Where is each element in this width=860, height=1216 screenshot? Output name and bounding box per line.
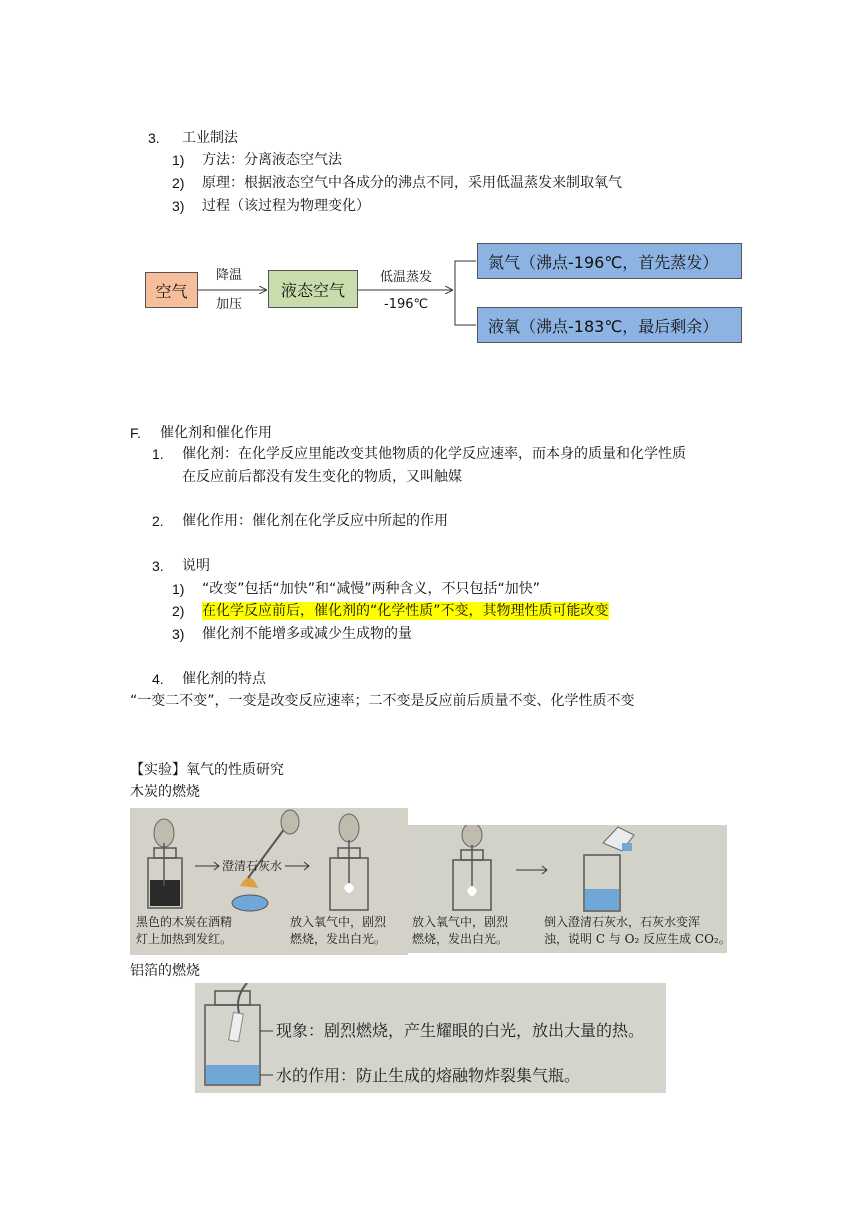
list-item-principle: 原理：根据液态空气中各成分的沸点不同，采用低温蒸发来制取氧气: [202, 175, 622, 191]
features-text: “一变二不变”，一变是改变反应速率；二不变是反应前后质量不变、化学性质不变: [130, 693, 635, 709]
list-item-number: 3): [172, 198, 185, 214]
charcoal-caption-4-line2: 浊，说明 C 与 O₂ 反应生成 CO₂。: [544, 932, 731, 946]
charcoal-caption-1-line2: 灯上加热到发红。: [136, 932, 233, 946]
note-chemical-property-highlight: 在化学反应前后，催化剂的“化学性质”不变，其物理性质可能改变: [202, 603, 609, 619]
catalysis-definition: 催化作用：催化剂在化学反应中所起的作用: [182, 513, 448, 529]
limewater-label: 澄清石灰水: [222, 859, 283, 873]
flow-condition-temperature: -196℃: [384, 297, 429, 312]
split-bracket: [455, 261, 476, 325]
charcoal-caption-3-line1: 放入氧气中，剧烈: [412, 915, 509, 929]
list-item-number: 3): [172, 626, 185, 642]
list-item-number: 2): [172, 603, 185, 619]
list-item-number: 4.: [152, 671, 164, 687]
section-3-title: 工业制法: [182, 130, 238, 146]
foil-phenomenon: 现象：剧烈燃烧，产生耀眼的白光，放出大量的热。: [276, 1021, 645, 1040]
catalyst-definition-line2: 在反应前后都没有发生变化的物质，又叫触媒: [182, 469, 462, 485]
list-item-process: 过程（该过程为物理变化）: [202, 198, 370, 214]
section-f-letter: F.: [130, 425, 141, 441]
flow-condition-pressure: 加压: [216, 297, 243, 312]
foil-water-role: 水的作用：防止生成的熔融物炸裂集气瓶。: [276, 1066, 581, 1085]
foil-title: 铝箔的燃烧: [130, 963, 200, 979]
list-item-number: 2): [172, 175, 185, 191]
list-item-number: 1): [172, 581, 185, 597]
catalyst-definition-line1: 催化剂：在化学反应里能改变其他物质的化学反应速率，而本身的质量和化学性质: [182, 446, 686, 462]
flow-air-label: 空气: [155, 281, 188, 301]
charcoal-caption-4-line1: 倒入澄清石灰水，石灰水变浑: [544, 915, 701, 929]
flow-oxygen-label: 液氧（沸点-183℃，最后剩余）: [488, 316, 719, 336]
experiment-title: 【实验】氧气的性质研究: [130, 762, 284, 778]
features-title: 催化剂的特点: [182, 671, 266, 687]
flow-condition-cool: 降温: [216, 268, 243, 283]
section-f-title: 催化剂和催化作用: [160, 425, 272, 441]
charcoal-caption-2-line2: 燃烧，发出白光。: [290, 932, 387, 946]
section-3-number: 3.: [148, 130, 160, 146]
flow-liquid-air-label: 液态空气: [280, 280, 345, 300]
list-item-number: 2.: [152, 513, 164, 529]
notes-title: 说明: [182, 558, 210, 574]
flow-nitrogen-label: 氮气（沸点-196℃，首先蒸发）: [488, 252, 719, 272]
charcoal-caption-2-line1: 放入氧气中，剧烈: [290, 915, 387, 929]
list-item-number: 3.: [152, 558, 164, 574]
charcoal-caption-3-line2: 燃烧，发出白光。: [412, 932, 509, 946]
charcoal-caption-1-line1: 黑色的木炭在酒精: [136, 915, 233, 929]
note-change-meaning: “改变”包括“加快”和“减慢”两种含义，不只包括“加快”: [202, 581, 541, 597]
list-item-method: 方法：分离液态空气法: [202, 152, 342, 168]
charcoal-title: 木炭的燃烧: [130, 784, 200, 800]
flow-arrows: [0, 0, 860, 400]
note-product-amount: 催化剂不能增多或减少生成物的量: [202, 626, 412, 642]
list-item-number: 1): [172, 152, 185, 168]
list-item-number: 1.: [152, 446, 164, 462]
flow-condition-evaporate: 低温蒸发: [380, 270, 433, 285]
